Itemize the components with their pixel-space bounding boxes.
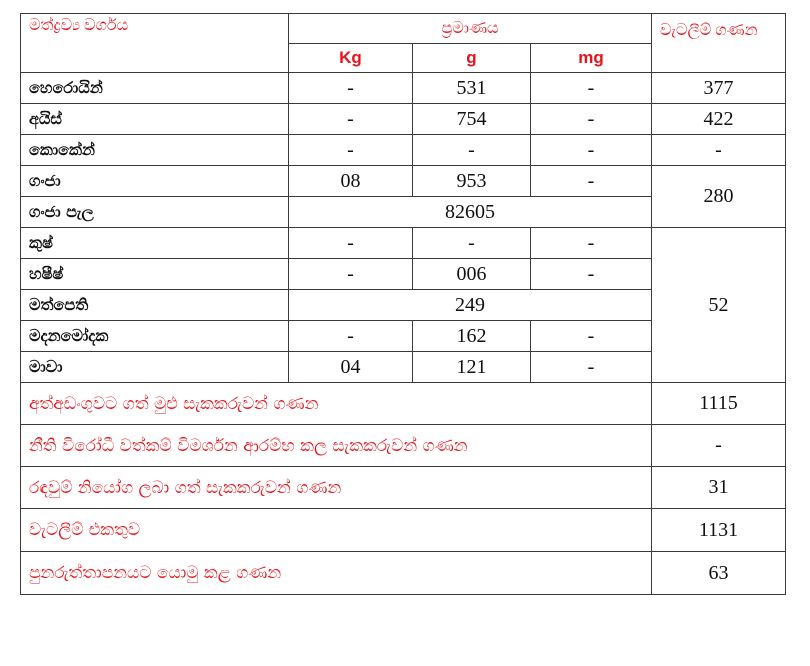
summary-row (21, 552, 786, 595)
header-raids: වැටලීම් ගණන (652, 14, 786, 73)
drug-name: අයිස් (21, 104, 289, 135)
mg-cell: - (531, 166, 652, 197)
drug-name: මත්පෙති (21, 290, 289, 321)
raids-cell: 422 (652, 104, 786, 135)
table-row (21, 166, 786, 197)
kg-cell: - (289, 104, 413, 135)
mg-cell: - (531, 321, 652, 352)
kg-cell: - (289, 321, 413, 352)
kg-cell: 08 (289, 166, 413, 197)
kg-cell: - (289, 135, 413, 166)
drug-name: කුෂ් (21, 228, 289, 259)
drug-name: මදනමෝදක (21, 321, 289, 352)
summary-row (21, 467, 786, 509)
header-quantity: ප්‍රමාණය (289, 14, 652, 44)
quantity-cell: 249 (289, 290, 652, 321)
summary-value: - (652, 425, 786, 467)
summary-label: රඳවුම් නියෝග ලබා ගත් සැකකරුවන් ගණන (21, 467, 652, 509)
table-row (21, 135, 786, 166)
table-row (21, 104, 786, 135)
raids-cell-ganja-group: 280 (652, 166, 786, 228)
kg-cell: - (289, 228, 413, 259)
header-unit-mg: mg (531, 44, 652, 73)
summary-label: නීති විරෝධී වත්කම් විමර්ශන ආරම්භ කල සැකකරුවන් ගණන (21, 425, 652, 467)
mg-cell: - (531, 135, 652, 166)
summary-value: 63 (652, 552, 786, 595)
drug-name: ගංජා (21, 166, 289, 197)
summary-label: වැටලීම් එකතුව (21, 509, 652, 552)
table-row (21, 228, 786, 259)
summary-row (21, 383, 786, 425)
drug-name: කොකේන් (21, 135, 289, 166)
mg-cell: - (531, 228, 652, 259)
mg-cell: - (531, 259, 652, 290)
g-cell: 754 (413, 104, 531, 135)
kg-cell: 04 (289, 352, 413, 383)
kg-cell: - (289, 73, 413, 104)
summary-row (21, 425, 786, 467)
drug-name: ගංජා පැල (21, 197, 289, 228)
header-unit-g: g (413, 44, 531, 73)
summary-label: අත්අඩංගුවට ගත් මුළු සැකකරුවන් ගණන (21, 383, 652, 425)
drug-name: මාවා (21, 352, 289, 383)
mg-cell: - (531, 104, 652, 135)
header-unit-kg: Kg (289, 44, 413, 73)
mg-cell: - (531, 73, 652, 104)
summary-value: 1131 (652, 509, 786, 552)
g-cell: 006 (413, 259, 531, 290)
summary-row (21, 509, 786, 552)
table-row (21, 73, 786, 104)
drug-name: හෂීෂ් (21, 259, 289, 290)
g-cell: - (413, 228, 531, 259)
raids-cell: - (652, 135, 786, 166)
drug-name: හෙරොයින් (21, 73, 289, 104)
summary-value: 1115 (652, 383, 786, 425)
header-row-1 (21, 14, 786, 44)
g-cell: 531 (413, 73, 531, 104)
g-cell: 953 (413, 166, 531, 197)
summary-label: පුනරුත්තාපනයට යොමු කළ ගණන (21, 552, 652, 595)
raids-cell: 377 (652, 73, 786, 104)
g-cell: 121 (413, 352, 531, 383)
g-cell: 162 (413, 321, 531, 352)
raids-cell-other-group: 52 (652, 228, 786, 383)
drug-seizure-table (20, 13, 786, 595)
summary-value: 31 (652, 467, 786, 509)
quantity-cell: 82605 (289, 197, 652, 228)
kg-cell: - (289, 259, 413, 290)
g-cell: - (413, 135, 531, 166)
header-drug-type: මත්ද්‍රව්‍ය වර්ගය (21, 14, 289, 73)
mg-cell: - (531, 352, 652, 383)
